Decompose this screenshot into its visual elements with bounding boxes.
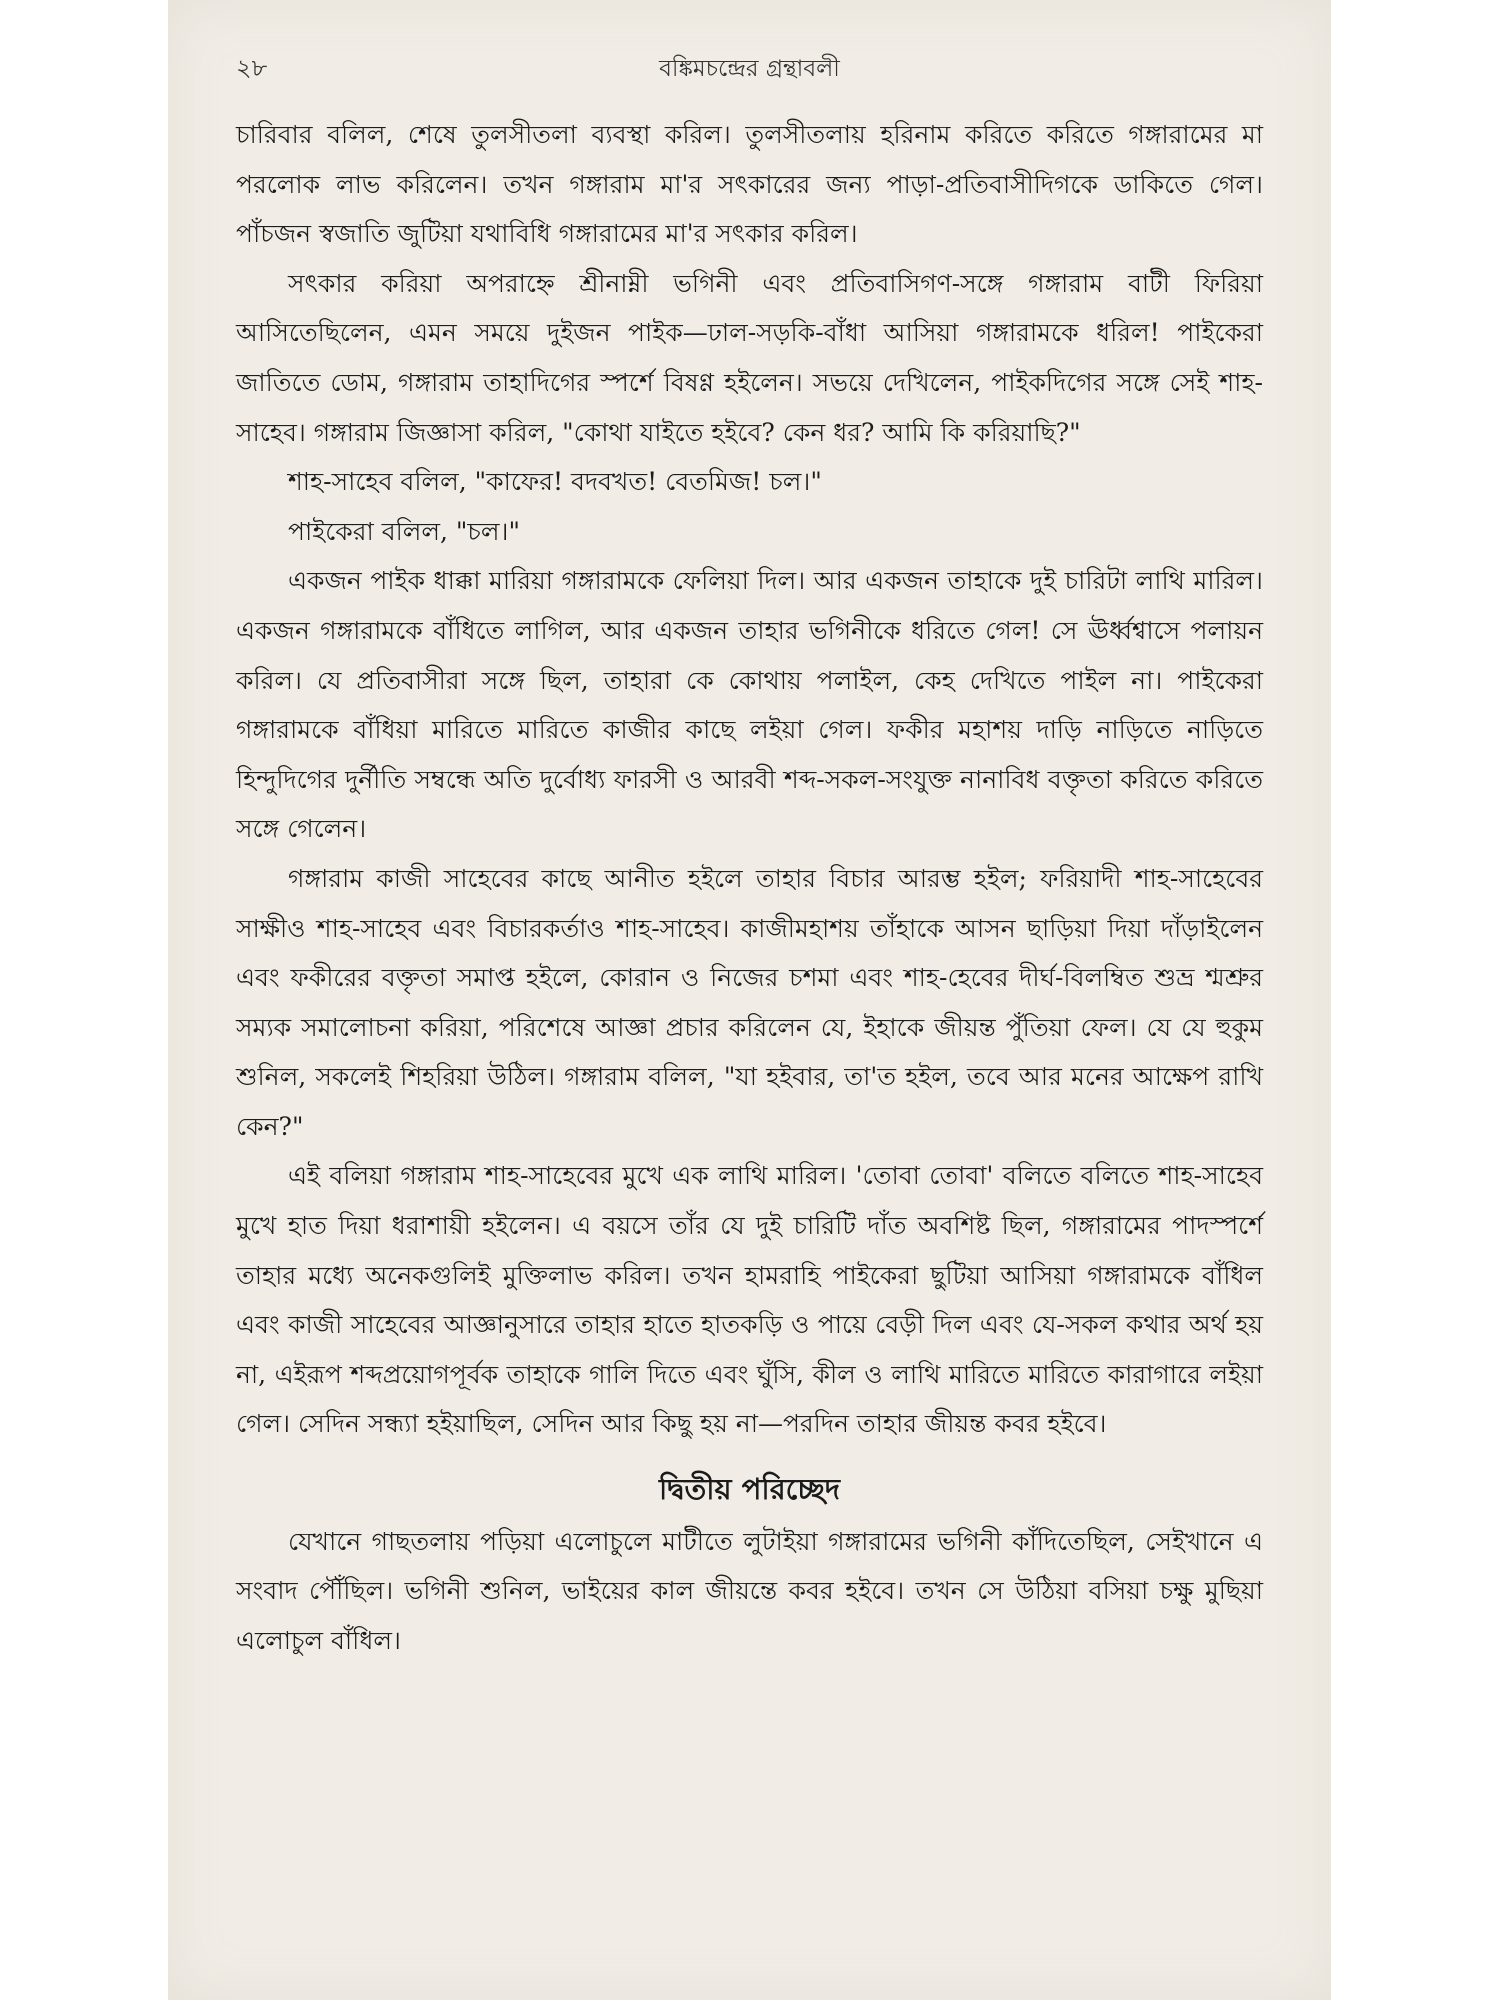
paragraph: একজন পাইক ধাক্কা মারিয়া গঙ্গারামকে ফেলিয়া দিল। আর একজন তাহাকে দুই চারিটা লাথি মারিল। একজন গঙ্গারামকে বাঁধিতে লাগিল, আর একজন তাহার ভগিনীকে ধরিতে গেল! সে ঊর্ধ্বশ্বাসে পলায়ন করিল। যে প্রতিবাসীরা সঙ্গে ছিল, তাহারা কে কোথায় পলাইল, কেহ দেখিতে পাইল না। পাইকেরা গঙ্গারামকে বাঁধিয়া মারিতে মারিতে কাজীর কাছে লইয়া গেল। ফকীর মহাশয় দাড়ি নাড়িতে নাড়িতে হিন্দুদিগের দুর্নীতি সম্বন্ধে অতি দুর্বোধ্য ফারসী ও আরবী শব্দ-সকল-সংযুক্ত নানাবিধ বক্তৃতা করিতে করিতে সঙ্গে গেলেন। <box>236 566 1263 844</box>
chapter-title: দ্বিতীয় পরিচ্ছেদ <box>658 1472 841 1507</box>
paragraph: সৎকার করিয়া অপরাহ্নে শ্রীনাম্নী ভগিনী এবং প্রতিবাসিগণ-সঙ্গে গঙ্গারাম বাটী ফিরিয়া আসিতেছিলেন, এমন সময়ে দুইজন পাইক—ঢাল-সড়কি-বাঁধা আসিয়া গঙ্গারামকে ধরিল! পাইকেরা জাতিতে ডোম, গঙ্গারাম তাহাদিগের স্পর্শে বিষণ্ণ হইলেন। সভয়ে দেখিলেন, পাইকদিগের সঙ্গে সেই শাহ-সাহেব। গঙ্গারাম জিজ্ঞাসা করিল, "কোথা যাইতে হইবে? কেন ধর? আমি কি করিয়াছি?" <box>236 268 1263 447</box>
page-header <box>236 50 1263 100</box>
paragraph: গঙ্গারাম কাজী সাহেবের কাছে আনীত হইলে তাহার বিচার আরম্ভ হইল; ফরিয়াদী শাহ-সাহেবের সাক্ষীও শাহ-সাহেব এবং বিচারকর্তাও শাহ-সাহেব। কাজীমহাশয় তাঁহাকে আসন ছাড়িয়া দিয়া দাঁড়াইলেন এবং ফকীরের বক্তৃতা সমাপ্ত হইলে, কোরান ও নিজের চশমা এবং শাহ-হেবের দীর্ঘ-বিলম্বিত শুভ্র শ্মশ্রুর সম্যক সমালোচনা করিয়া, পরিশেষে আজ্ঞা প্রচার করিলেন যে, ইহাকে জীয়ন্ত পুঁতিয়া ফেল। যে যে হুকুম শুনিল, সকলেই শিহরিয়া উঠিল। গঙ্গারাম বলিল, "যা হইবার, তা'ত হইল, তবে আর মনের আক্ষেপ রাখি কেন?" <box>236 863 1263 1141</box>
paragraph: শাহ-সাহেব বলিল, "কাফের! বদবখত! বেতমিজ! চল।" <box>288 467 822 497</box>
body-text <box>236 110 1263 1665</box>
page-number: ২৮ <box>236 54 268 82</box>
paragraph: এই বলিয়া গঙ্গারাম শাহ-সাহেবের মুখে এক লাথি মারিল। 'তোবা তোবা' বলিতে বলিতে শাহ-সাহেব মুখে হাত দিয়া ধরাশায়ী হইলেন। এ বয়সে তাঁর যে দুই চারিটি দাঁত অবশিষ্ট ছিল, গঙ্গারামের পাদস্পর্শে তাহার মধ্যে অনেকগুলিই মুক্তিলাভ করিল। তখন হামরাহি পাইকেরা ছুটিয়া আসিয়া গঙ্গারামকে বাঁধিল এবং কাজী সাহেবের আজ্ঞানুসারে তাহার হাতে হাতকড়ি ও পায়ে বেড়ী দিল এবং যে-সকল কথার অর্থ হয় না, এইরূপ শব্দপ্রয়োগপূর্বক তাহাকে গালি দিতে এবং ঘুঁসি, কীল ও লাথি মারিতে মারিতে কারাগারে লইয়া গেল। সেদিন সন্ধ্যা হইয়াছিল, সেদিন আর কিছু হয় না—পরদিন তাহার জীয়ন্ত কবর হইবে। <box>236 1161 1263 1439</box>
paragraph: চারিবার বলিল, শেষে তুলসীতলা ব্যবস্থা করিল। তুলসীতলায় হরিনাম করিতে করিতে গঙ্গারামের মা পরলোক লাভ করিলেন। তখন গঙ্গারাম মা'র সৎকারের জন্য পাড়া-প্রতিবাসীদিগকে ডাকিতে গেল। পাঁচজন স্বজাতি জুটিয়া যথাবিধি গঙ্গারামের মা'র সৎকার করিল। <box>236 120 1263 249</box>
paragraph: যেখানে গাছতলায় পড়িয়া এলোচুলে মাটীতে লুটাইয়া গঙ্গারামের ভগিনী কাঁদিতেছিল, সেইখানে এ সংবাদ পৌঁছিল। ভগিনী শুনিল, ভাইয়ের কাল জীয়ন্তে কবর হইবে। তখন সে উঠিয়া বসিয়া চক্ষু মুছিয়া এলোচুল বাঁধিল। <box>236 1526 1263 1655</box>
book-page <box>168 0 1331 2000</box>
paragraph: পাইকেরা বলিল, "চল।" <box>288 516 520 546</box>
running-head: বঙ্কিমচন্দ্রের গ্রন্থাবলী <box>659 56 840 82</box>
